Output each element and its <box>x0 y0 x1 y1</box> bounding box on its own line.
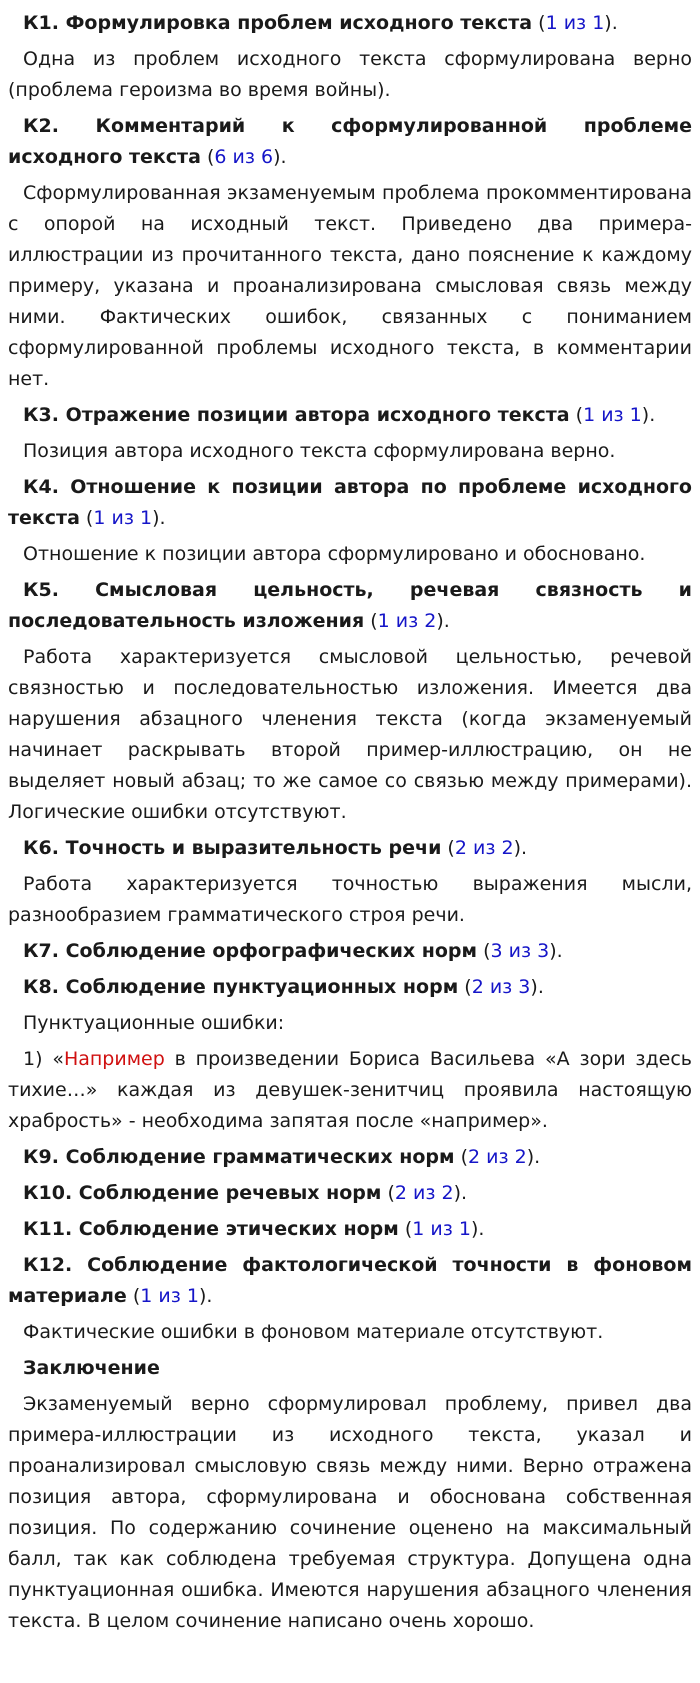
criterion-title: К8. Соблюдение пунктуационных норм <box>23 976 459 998</box>
criterion-title: К9. Соблюдение грамматических норм <box>23 1146 455 1168</box>
criterion-line: К3. Отражение позиции автора исходного текста (1 из 1). <box>23 404 656 426</box>
criterion-title: К3. Отражение позиции автора исходного текста <box>23 404 570 426</box>
comment-paragraph: Пунктуационные ошибки: <box>23 1012 285 1034</box>
criterion-title: К1. Формулировка проблем исходного текста <box>23 12 533 34</box>
error-rest: в произведении Бориса Васильева «А зори здесь тихие…» каждая из девушек-зенитчиц проявила настоящую храбрость» - необходима запятая после «например». <box>8 1048 692 1132</box>
criterion-line: К11. Соблюдение этических норм (1 из 1). <box>23 1218 485 1240</box>
error-highlight: Например <box>63 1048 165 1070</box>
criterion-line: К5. Смысловая цельность, речевая связность и последовательность изложения (1 из 2). <box>8 579 692 632</box>
criterion-score: 1 из 1 <box>93 507 153 529</box>
comment-paragraph: Работа характеризуется смысловой цельностью, речевой связностью и последовательностью изложения. Имеется два нарушения абзацного членения текста (когда экзаменуемый начинает раскрывать второй пример-иллюстрацию, он не выделяет новый абзац; то же самое со связью между примерами). Логические ошибки отсутствуют. <box>8 646 692 823</box>
criterion-line: К7. Соблюдение орфографических норм (3 из 3). <box>23 940 563 962</box>
criterion-title: К10. Соблюдение речевых норм <box>23 1182 382 1204</box>
comment-paragraph: Работа характеризуется точностью выражения мысли, разнообразием грамматического строя речи. <box>8 873 692 926</box>
criterion-line: К4. Отношение к позиции автора по проблеме исходного текста (1 из 1). <box>8 476 692 529</box>
criterion-title: К4. Отношение к позиции автора по проблеме исходного текста <box>8 476 692 529</box>
criterion-score: 1 из 2 <box>377 610 437 632</box>
criterion-line: К9. Соблюдение грамматических норм (2 из 2). <box>23 1146 541 1168</box>
criterion-title: К11. Соблюдение этических норм <box>23 1218 399 1240</box>
error-prefix: 1) « <box>23 1048 64 1070</box>
criterion-score: 6 из 6 <box>214 146 274 168</box>
criterion-line: К8. Соблюдение пунктуационных норм (2 из 3). <box>23 976 544 998</box>
criterion-title: К6. Точность и выразительность речи <box>23 837 442 859</box>
section-heading <box>8 1353 692 1384</box>
criterion-score: 2 из 2 <box>454 837 514 859</box>
criterion-line: К2. Комментарий к сформулированной проблеме исходного текста (6 из 6). <box>8 115 692 168</box>
criterion-line: К1. Формулировка проблем исходного текста (1 из 1). <box>23 12 618 34</box>
criterion-score: 2 из 3 <box>471 976 531 998</box>
comment-paragraph: Фактические ошибки в фоновом материале отсутствуют. <box>23 1321 604 1343</box>
criterion-score: 1 из 1 <box>140 1285 199 1307</box>
criterion-line: К6. Точность и выразительность речи (2 из 2). <box>23 837 528 859</box>
criterion-title: К5. Смысловая цельность, речевая связность и последовательность изложения <box>8 579 692 632</box>
punctuation-error-item <box>8 1044 692 1137</box>
criterion-score: 1 из 1 <box>583 404 642 426</box>
comment-paragraph: Отношение к позиции автора сформулировано и обосновано. <box>23 543 646 565</box>
criterion-score: 2 из 2 <box>394 1182 454 1204</box>
criterion-line: К12. Соблюдение фактологической точности в фоновом материале (1 из 1). <box>8 1254 692 1307</box>
criterion-title: К12. Соблюдение фактологической точности в фоновом материале <box>8 1254 692 1307</box>
comment-paragraph: Экзаменуемый верно сформулировал проблему, привел два примера-иллюстрации из исходного текста, указал и проанализировал смысловую связь между ними. Верно отражена позиция автора, сформулирована и обоснована собственная позиция. По содержанию сочинение оценено на максимальный балл, так как соблюдена требуемая структура. Допущена одна пунктуационная ошибка. Имеются нарушения абзацного членения текста. В целом сочинение написано очень хорошо. <box>8 1393 692 1632</box>
criterion-title: К7. Соблюдение орфографических норм <box>23 940 478 962</box>
criterion-score: 2 из 2 <box>468 1146 527 1168</box>
criterion-line: К10. Соблюдение речевых норм (2 из 2). <box>23 1182 468 1204</box>
criterion-score: 1 из 1 <box>545 12 605 34</box>
criterion-score: 3 из 3 <box>490 940 550 962</box>
section-heading-text: Заключение <box>23 1357 160 1379</box>
comment-paragraph: Позиция автора исходного текста сформулирована верно. <box>23 440 616 462</box>
comment-paragraph: Одна из проблем исходного текста сформулирована верно (проблема героизма во время войны). <box>8 48 692 101</box>
comment-paragraph: Сформулированная экзаменуемым проблема прокомментирована с опорой на исходный текст. Приведено два примера-иллюстрации из прочитанного текста, дано пояснение к каждому примеру, указана и проанализирована смысловая связь между ними. Фактических ошибок, связанных с пониманием сформулированной проблемы исходного текста, в комментарии нет. <box>8 182 692 390</box>
criterion-title: К2. Комментарий к сформулированной проблеме исходного текста <box>8 115 692 168</box>
criterion-score: 1 из 1 <box>412 1218 471 1240</box>
